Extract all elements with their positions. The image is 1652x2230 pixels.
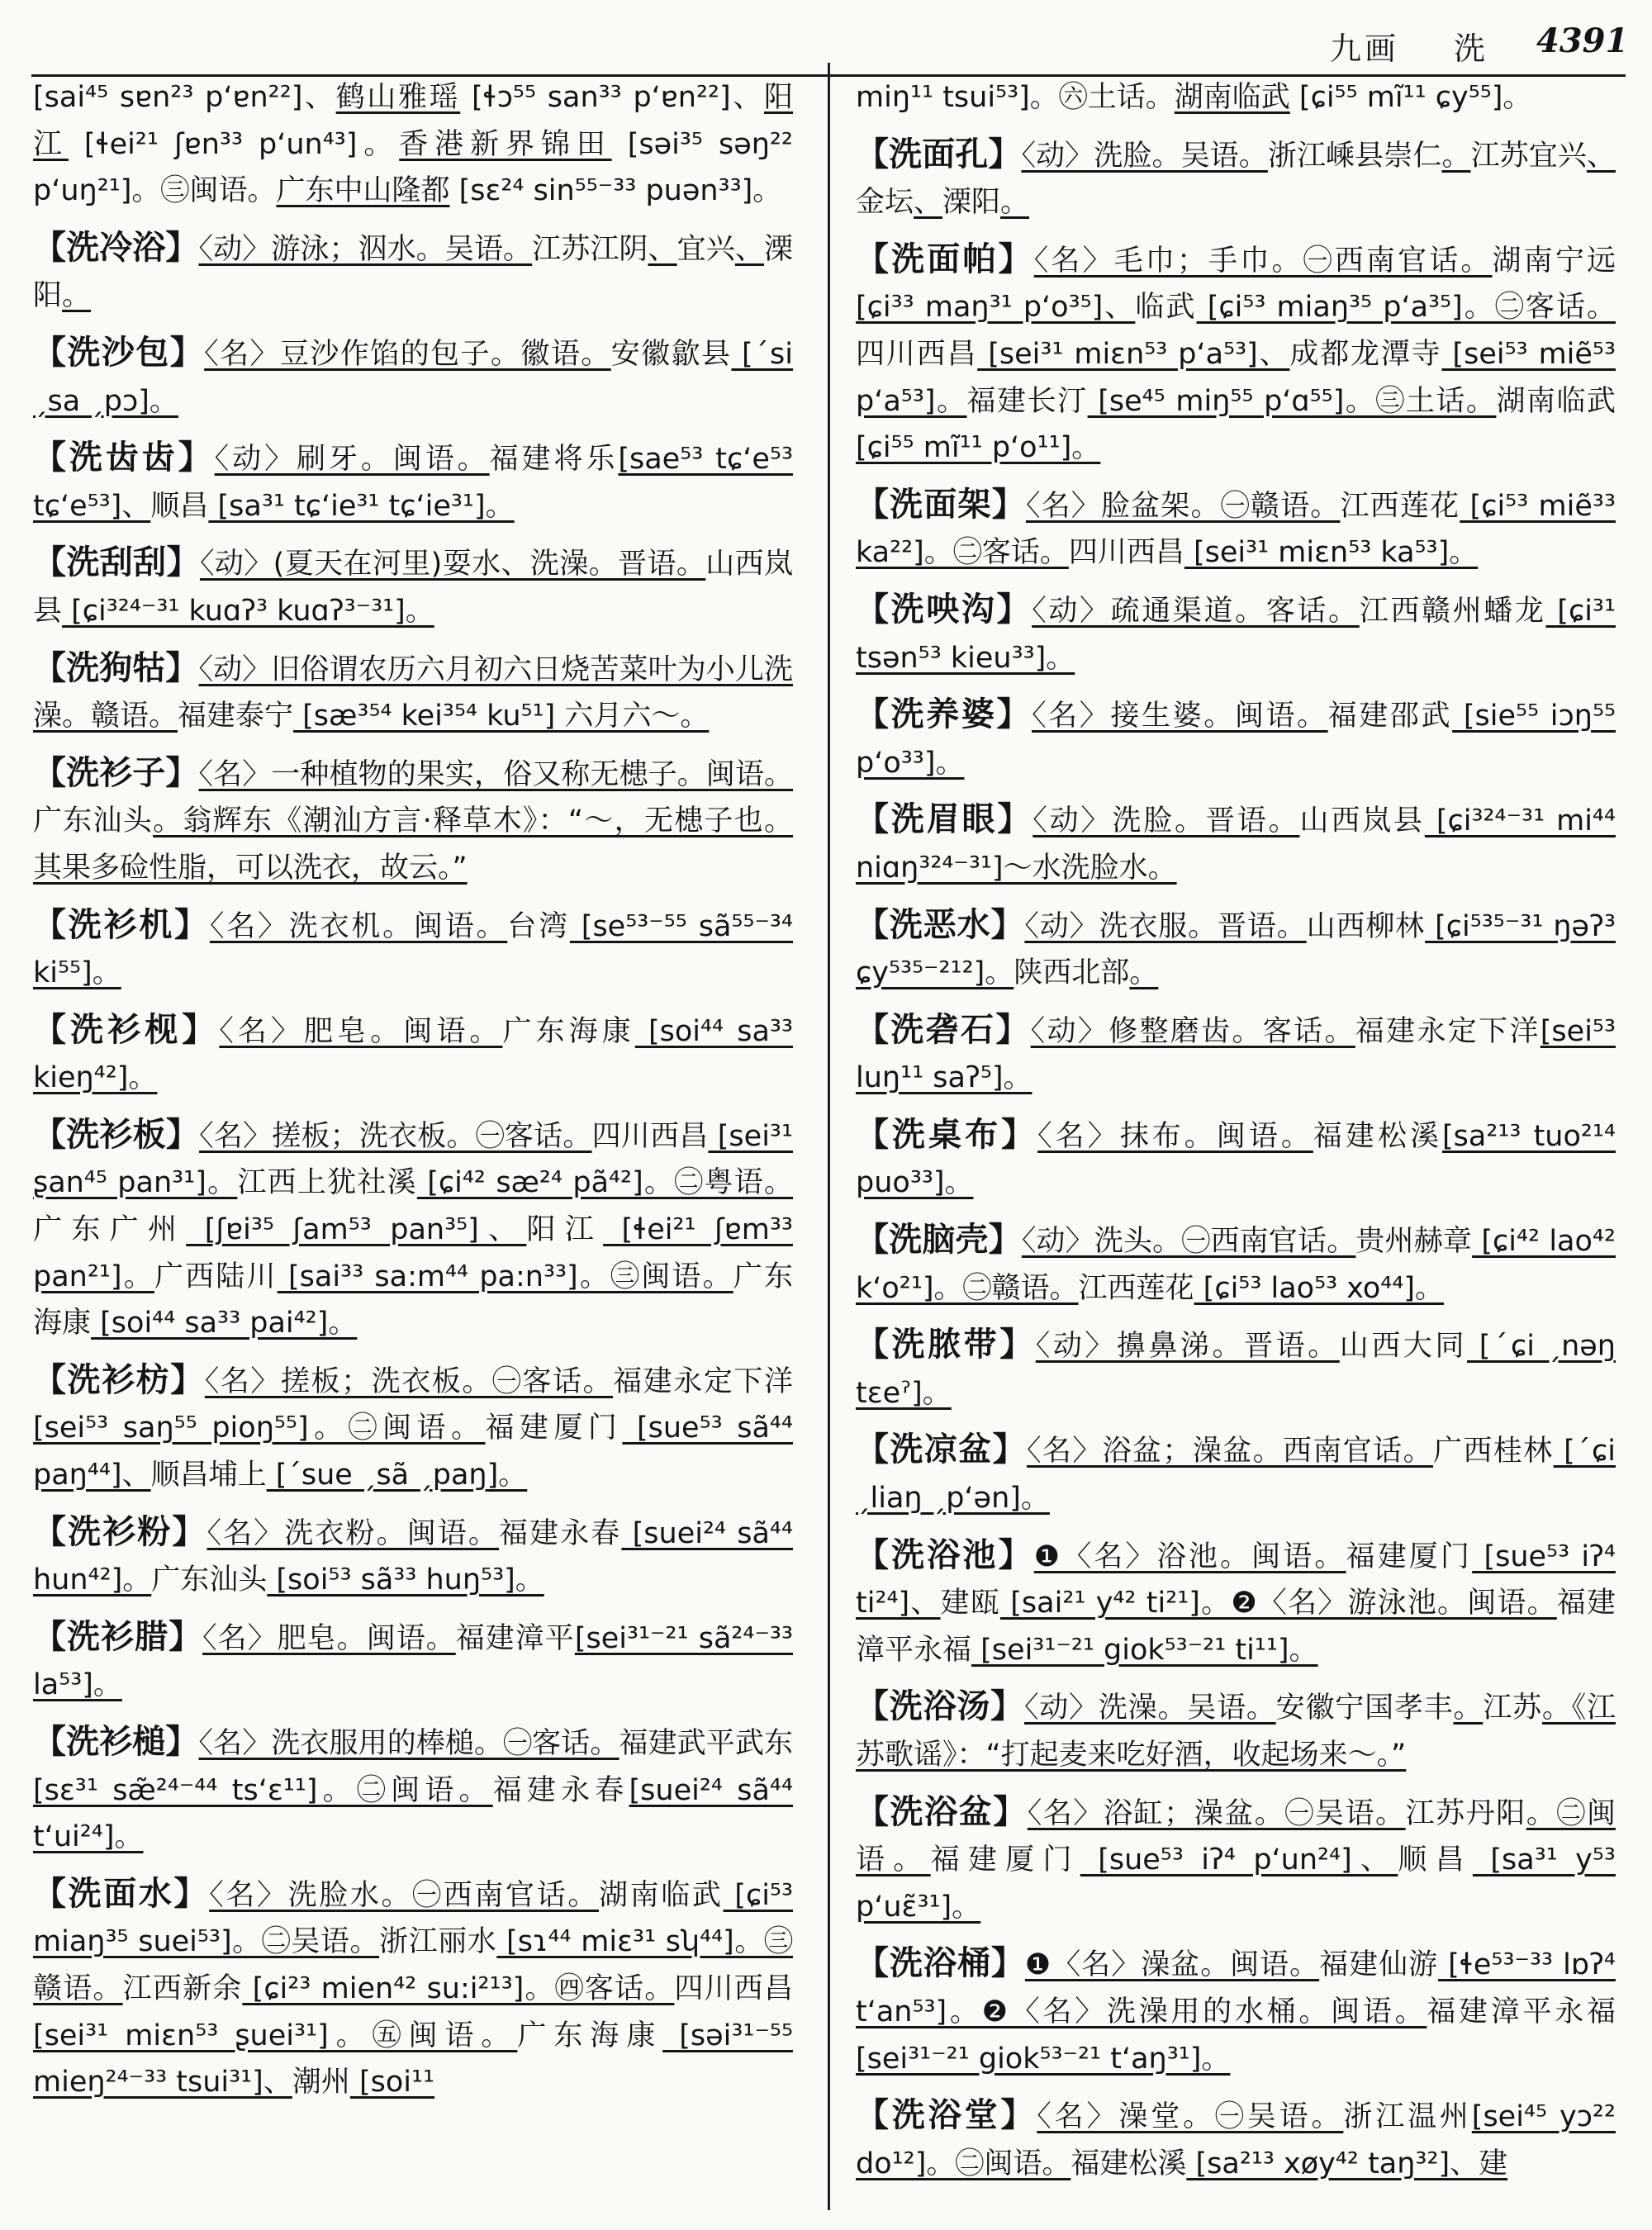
place-name: [ɕi³¹ tsən⁵³ kieu³³]。 <box>856 594 1616 675</box>
place-name: [sa³¹ tɕʻie³¹ tɕʻie³¹]。 <box>208 489 515 523</box>
headword: 【洗凉盆】 <box>856 1431 1027 1469</box>
dictionary-entry <box>33 1112 793 1347</box>
place-name: 〈名〉毛巾；手巾。㊀西南官话。 <box>1033 244 1493 278</box>
entry-text: 溧阳 <box>33 232 793 313</box>
entry-text: 福建厦门 <box>485 1412 623 1445</box>
entry-text: 福建永春 <box>492 1773 629 1807</box>
entry-text: 广东广州 <box>33 1213 187 1247</box>
headword: 【洗浴汤】 <box>856 1687 1024 1726</box>
place-name: ❶〈名〉浴池。闽语。 <box>1033 1540 1346 1573</box>
entry-text: 临武 <box>1135 291 1197 325</box>
entry-text: 广东海康 <box>33 1260 793 1340</box>
entry-text: 四川西昌 <box>856 337 978 371</box>
place-name: 〈名〉洗衣机。闽语。 <box>209 909 508 943</box>
entry-text: 江西新余 <box>122 1971 243 2005</box>
entry-text: 福建永定下洋 <box>613 1364 793 1398</box>
entry-text: 江西莲花 <box>1078 1271 1194 1305</box>
entry-text: 溧阳 <box>942 186 1001 220</box>
dictionary-entry <box>33 225 793 320</box>
place-name: 〈名〉脸盆架。㊀赣语。 <box>1025 489 1341 523</box>
entry-text: 福建永春 <box>499 1516 622 1550</box>
headword: 【洗浴桶】 <box>856 1944 1025 1983</box>
place-name: [ɬei²¹ ʃɐm³³ pan²¹]。 <box>33 1213 793 1293</box>
place-name: [se⁵³⁻⁵⁵ sã⁵⁵⁻³⁴ ki⁵⁵]。 <box>33 909 793 990</box>
place-name: 。《江苏歌谣》：“打起麦来吃好酒，收起场来～。” <box>856 1691 1616 1772</box>
place-name: 〈名〉澡堂。㊀吴语。 <box>1037 2100 1344 2134</box>
dictionary-entry <box>856 586 1616 681</box>
place-name: 〈动〉洗衣服。晋语。 <box>1024 909 1307 943</box>
dictionary-entry <box>856 1426 1616 1521</box>
place-name: [suei²⁴ sã⁴⁴ tʻui²⁴]。 <box>33 1773 793 1854</box>
place-name: 广东中山隆都 <box>276 174 450 208</box>
dictionary-entry <box>856 2092 1616 2187</box>
place-name: 、 <box>1586 139 1616 173</box>
entry-text: [ɬɔ⁵⁵ san³³ pʻɐn²²]、 <box>460 81 764 114</box>
entry-text: 福建泰宁 <box>178 700 294 733</box>
place-name: 、 <box>914 186 943 220</box>
place-name: 湖南临武 <box>1174 81 1290 114</box>
entry-text: 阳江 <box>526 1213 604 1247</box>
entry-text: 福建松溪 <box>1070 2147 1187 2180</box>
place-name: [sa²¹³ tuo²¹⁴ puo³³]。 <box>856 1119 1616 1200</box>
place-name: 〈名〉洗衣服用的棒槌。㊀客话。 <box>198 1727 620 1760</box>
place-name: [ɕi⁵³ miaŋ³⁵ suei⁵³]。㊁吴语。 <box>33 1878 793 1959</box>
place-name: [sei⁵³ saŋ⁵⁵ pioŋ⁵⁵]。㊁闽语。 <box>33 1412 486 1445</box>
place-name: 〈名〉接生婆。闽语。 <box>1032 700 1328 733</box>
place-name: [ɕi⁵⁵ mĩ¹¹ pʻo¹¹]。 <box>856 431 1101 465</box>
place-name: [ɕi⁵³ miaŋ³⁵ pʻa³⁵]。㊁客话。 <box>1196 291 1616 325</box>
dictionary-entry <box>856 1532 1616 1674</box>
entry-text: 顺昌 <box>1398 1843 1473 1877</box>
place-name: 〈名〉肥皂。闽语。 <box>219 1014 503 1048</box>
entry-text: 山西柳林 <box>1306 909 1426 943</box>
entry-text: 福建厦门 <box>1346 1540 1473 1573</box>
place-name: [sei³¹ miɛn⁵³ ʂuei³¹]。㊄闽语。 <box>33 2019 518 2052</box>
place-name: 。 <box>62 279 92 313</box>
place-name: [sei⁵³ luŋ¹¹ saʔ⁵]。 <box>856 1014 1616 1095</box>
page-header <box>0 18 1652 68</box>
headword: 【洗衫子】 <box>33 753 199 792</box>
place-name: 香港新界锦田 <box>399 127 612 161</box>
entry-text: 福建永定下洋 <box>1355 1014 1540 1048</box>
dictionary-entry <box>33 1614 793 1709</box>
entry-text: miŋ¹¹ tsui⁵³]。㊅土话。 <box>856 81 1175 114</box>
place-name: 〈名〉一种植物的果实，俗又称无槵子。闽语。 <box>198 757 793 791</box>
headword: 【洗衫板】 <box>33 1115 200 1154</box>
headword: 【洗面帕】 <box>856 240 1034 278</box>
dictionary-entry <box>856 131 1616 226</box>
entry-text: [ɬei²¹ ʃɐn³³ pʻun⁴³]。 <box>68 127 400 161</box>
place-name: 〈名〉肥皂。闽语。 <box>202 1621 456 1655</box>
place-name: [se⁴⁵ miŋ⁵⁵ pʻɑ⁵⁵]。㊂土话。 <box>1087 384 1497 418</box>
place-name: 〈动〉洗头。㊀西南官话。 <box>1021 1225 1356 1259</box>
place-name: [sa³¹ y⁵³ pʻuɛ̃³¹]。 <box>856 1843 1616 1924</box>
entry-text: 福建武平武东 <box>619 1727 793 1760</box>
dictionary-entry <box>856 236 1616 472</box>
place-name: 〈动〉擤鼻涕。晋语。 <box>1035 1330 1340 1364</box>
place-name: [sei³¹⁻²¹ giok⁵³⁻²¹ tʻaŋ³¹]。 <box>856 2042 1231 2076</box>
column-divider <box>828 63 830 2210</box>
entry-text: 江苏 <box>1483 1691 1542 1725</box>
entry-text: 福建厦门 <box>930 1843 1080 1877</box>
entry-text: 湖南临武 <box>1496 384 1616 418</box>
headword: 【洗养婆】 <box>856 695 1032 734</box>
place-name: [sae⁵³ tɕʻe⁵³ tɕʻe⁵³]、 <box>33 443 793 523</box>
place-name: 。翁辉东《潮汕方言·释草木》：“～，无槵子也。其果多硷性脂，可以洗衣，故云。” <box>33 804 793 885</box>
place-name: 、 <box>734 232 764 266</box>
entry-text: 成都龙潭寺 <box>1289 337 1442 371</box>
place-name: [soi¹¹ <box>349 2066 435 2100</box>
place-name: 〈动〉修整磨齿。客话。 <box>1030 1014 1355 1048</box>
headword: 【洗面孔】 <box>856 135 1022 173</box>
entry-text: 广东汕头 <box>33 804 154 838</box>
entry-text: 贵州赫章 <box>1355 1225 1473 1259</box>
headword: 【洗浴池】 <box>856 1535 1034 1574</box>
left-column <box>33 74 793 2116</box>
entry-text: [ɕi⁵⁵ mĩ¹¹ ɕy⁵⁵]。 <box>1289 81 1532 114</box>
dictionary-entry <box>856 1007 1616 1102</box>
place-name: [sai²¹ y⁴² ti²¹]。❷〈名〉游泳池。闽语。 <box>999 1587 1557 1620</box>
dictionary-entry <box>33 645 793 740</box>
place-name: 〈名〉洗衣粉。闽语。 <box>206 1516 499 1550</box>
place-name: [sei³¹⁻²¹ giok⁵³⁻²¹ ti¹¹]。 <box>971 1633 1318 1667</box>
place-name: 。 <box>1441 139 1471 173</box>
place-name: [sue⁵³ sã⁴⁴ paŋ⁴⁴]、 <box>33 1412 793 1492</box>
dictionary-entry <box>856 1321 1616 1416</box>
entry-text: 广西陆川 <box>154 1260 278 1293</box>
place-name: 〈名〉搓板；洗衣板。㊀客话。 <box>199 1119 592 1153</box>
headword: 【洗恶水】 <box>856 905 1025 944</box>
place-name: [ɕi³³ maŋ³¹ pʻo³⁵]、 <box>856 291 1136 325</box>
place-name: 〈动〉(夏天在河里)耍水、洗澡。晋语。 <box>199 548 706 581</box>
entry-text: 陕西北部 <box>1014 956 1130 990</box>
dictionary-entry <box>33 1871 793 2106</box>
headword: 【洗狗牯】 <box>33 648 199 687</box>
entry-text: 宜兴 <box>676 232 735 266</box>
entry-text: 广东海康 <box>502 1014 635 1048</box>
headword: 【洗砻石】 <box>856 1010 1031 1049</box>
headword: 【洗冷浴】 <box>33 228 199 267</box>
place-name: [ˊsue ˏsã ˏpaŋ]。 <box>266 1459 528 1492</box>
place-name: [sei⁴⁵ yɔ²² do¹²]。㊁闽语。 <box>856 2100 1616 2180</box>
place-name: [sɿ⁴⁴ miɛ³¹ sʮ⁴⁴]。㊂赣语。 <box>33 1925 793 2005</box>
header-section: 九画 <box>1330 31 1400 67</box>
place-name: [ɬe⁵³⁻³³ lɒʔ⁴ tʻan⁵³]。❷〈名〉洗澡用的水桶。闽语。 <box>856 1948 1616 2028</box>
entry-text: 江西莲花 <box>1340 489 1460 523</box>
place-name: 〈动〉疏通渠道。客话。 <box>1032 594 1360 628</box>
place-name: [ɕi²³ mien⁴² su:i²¹³]。㊃客话。 <box>242 1971 675 2005</box>
entry-text: 金坛 <box>856 186 914 220</box>
header-char: 洗 <box>1454 31 1486 67</box>
entry-text: 福建漳平 <box>455 1621 575 1655</box>
entry-text: 江西上犹社溪 <box>237 1166 417 1200</box>
dictionary-entry <box>856 1217 1616 1312</box>
entry-text: 四川西昌 <box>1068 536 1184 570</box>
dictionary-entry <box>856 74 1616 121</box>
place-name: [sa²¹³ xøy⁴² taŋ³²]、建 <box>1186 2147 1508 2180</box>
place-name: 〈名〉抹布。闽语。 <box>1037 1119 1313 1153</box>
entry-text: 浙江丽水 <box>379 1925 497 1959</box>
place-name: 。 <box>1000 186 1030 220</box>
entry-text: 江西赣州蟠龙 <box>1359 594 1546 628</box>
entry-text: 广西桂林 <box>1432 1435 1554 1468</box>
place-name: 〈名〉搓板；洗衣板。㊀客话。 <box>204 1364 614 1398</box>
entry-text: 顺昌埔上 <box>150 1459 267 1492</box>
headword: 【洗沙包】 <box>33 333 205 372</box>
headword: 【洗咉沟】 <box>856 590 1032 629</box>
place-name: 〈动〉刷牙。闽语。 <box>214 443 490 477</box>
entry-text: 江苏江阴 <box>532 232 648 266</box>
place-name: [sei³¹ miɛn⁵³ pʻa⁵³]、 <box>977 337 1290 371</box>
dictionary-entry <box>856 691 1616 786</box>
entry-text: 四川西昌 <box>591 1119 709 1153</box>
entry-text: 江苏丹阳 <box>1405 1796 1526 1830</box>
entry-text: 安徽宁国孝丰 <box>1275 1691 1454 1725</box>
headword: 【洗脑壳】 <box>856 1221 1022 1260</box>
entry-text: 潮州 <box>292 2066 350 2100</box>
headword: 【洗脓带】 <box>856 1326 1036 1364</box>
headword: 【洗面水】 <box>33 1874 210 1913</box>
dictionary-entry <box>856 1112 1616 1207</box>
dictionary-entry <box>33 74 793 215</box>
headword: 【洗衫枋】 <box>33 1360 205 1399</box>
place-name: [ɕi⁴² sæ²⁴ pã⁴²]。㊁粤语。 <box>416 1166 793 1200</box>
place-name: ❶〈名〉澡盆。闽语。 <box>1024 1948 1320 1982</box>
dictionary-entry <box>33 1719 793 1861</box>
place-name: [sie⁵⁵ iɔŋ⁵⁵ pʻo³³]。 <box>856 700 1616 780</box>
headword: 【洗桌布】 <box>856 1115 1038 1154</box>
place-name: 、 <box>648 232 677 266</box>
place-name: [ɕi³²⁴⁻³¹ mi⁴⁴ niɑŋ³²⁴⁻³¹]～水洗脸水。 <box>856 804 1616 885</box>
entry-text: 浙江温州 <box>1343 2100 1472 2134</box>
headword: 【洗衫粉】 <box>33 1512 207 1551</box>
place-name: [soi⁴⁴ sa³³ pai⁴²]。 <box>91 1307 358 1340</box>
place-name: [sei³¹⁻²¹ sã²⁴⁻³³ la⁵³]。 <box>33 1621 793 1702</box>
headword: 【洗浴堂】 <box>856 2096 1037 2135</box>
headword: 【洗衫枧】 <box>33 1010 220 1049</box>
headword: 【洗齿齿】 <box>33 439 215 477</box>
headword: 【洗衫槌】 <box>33 1723 199 1761</box>
dictionary-entry <box>856 1683 1616 1778</box>
place-name: 〈动〉洗澡。吴语。 <box>1023 1691 1276 1725</box>
place-name: 。㊁闽语。 <box>856 1796 1616 1877</box>
place-name: 〈动〉游泳；泅水。吴语。 <box>198 232 533 266</box>
place-name: 〈名〉豆沙作馅的包子。徽语。 <box>204 337 611 371</box>
headword: 【洗衫腊】 <box>33 1617 203 1656</box>
headword: 【洗浴盆】 <box>856 1792 1028 1831</box>
entry-text: 福建长汀 <box>966 384 1088 418</box>
place-name: 〈动〉洗脸。吴语。 <box>1021 139 1268 173</box>
dictionary-entry <box>33 330 793 425</box>
place-name: 。 <box>1453 1691 1483 1725</box>
dictionary-entry <box>856 1940 1616 2082</box>
place-name: [sei³¹ ʂan⁴⁵ pan³¹]。 <box>33 1119 793 1200</box>
place-name: [səi³¹⁻⁵⁵ mieŋ²⁴⁻³³ tsui³¹]、 <box>33 2019 793 2100</box>
entry-text: 福建邵武 <box>1327 700 1453 733</box>
entry-text: 台湾 <box>507 909 570 943</box>
entry-text: 浙江嵊县崇仁 <box>1267 139 1442 173</box>
place-name: [ˊɕi ˏliaŋ ˏpʻən]。 <box>856 1435 1616 1516</box>
entry-text: 山西岚县 <box>33 548 794 628</box>
entry-text: 福建松溪 <box>1313 1119 1442 1153</box>
entry-text: 湖南宁远 <box>1492 244 1616 278</box>
place-name: [sei⁵³ miẽ⁵³ pʻa⁵³]。 <box>856 337 1616 418</box>
place-name: 。 <box>1129 956 1159 990</box>
entry-text: 山西岚县 <box>1299 804 1425 838</box>
place-name: 〈名〉浴缸；澡盆。㊀吴语。 <box>1027 1796 1406 1830</box>
entry-text: 福建将乐 <box>489 443 619 477</box>
place-name: 〈动〉旧俗谓农历六月初六日烧苦菜叶为小儿洗澡。赣语。 <box>33 652 793 733</box>
place-name: [sai³³ sa:m⁴⁴ pa:n³³]。㊂闽语。 <box>277 1260 733 1293</box>
place-name: [ɕi⁵³ miẽ³³ ka²²]。㊁客话。 <box>856 489 1616 570</box>
place-name: [soi⁴⁴ sa³³ kieŋ⁴²]。 <box>33 1014 793 1095</box>
dictionary-entry <box>33 1509 793 1604</box>
place-name: [sei³¹ miɛn⁵³ ka⁵³]。 <box>1184 536 1479 570</box>
place-name: [sɛ³¹ sæ̃²⁴⁻⁴⁴ tsʻɛ¹¹]。㊁闽语。 <box>33 1773 493 1807</box>
dictionary-entry <box>856 482 1616 576</box>
place-name: 阳江 <box>33 81 793 161</box>
place-name: 〈名〉浴盆；澡盆。西南官话。 <box>1026 1435 1433 1468</box>
place-name: [ɕi³²⁴⁻³¹ kuɑʔ³ kuɑʔ³⁻³¹]。 <box>62 594 434 628</box>
entry-text: 四川西昌 <box>674 1971 793 2005</box>
dictionary-entry <box>856 1789 1616 1931</box>
dictionary-entry <box>33 539 793 634</box>
entry-text: 广东汕头 <box>151 1563 268 1597</box>
entry-text: 安徽歙县 <box>610 337 732 371</box>
entry-text: 福建仙游 <box>1319 1948 1439 1982</box>
dictionary-entry <box>33 1357 793 1499</box>
place-name: 〈名〉洗脸水。㊀西南官话。 <box>209 1878 599 1912</box>
place-name: [ˊsi ˏsa ˏpɔ]。 <box>33 337 793 418</box>
entry-text: 广东海康 <box>517 2019 663 2052</box>
place-name: [ˊɕi ˏnəŋ tɛeˀ]。 <box>856 1330 1616 1410</box>
place-name: [ʃɐi³⁵ ʃam⁵³ pan³⁵]、 <box>186 1213 527 1247</box>
entry-text: 江苏宜兴 <box>1470 139 1587 173</box>
place-name: [sue⁵³ iʔ⁴ ti²⁴]、 <box>856 1540 1616 1620</box>
place-name: 鹤山雅瑶 <box>335 81 461 114</box>
entry-text: 建瓯 <box>940 1587 1000 1620</box>
place-name: [ɕi⁵³⁵⁻³¹ ŋəʔ³ ɕy⁵³⁵⁻²¹²]。 <box>856 909 1616 990</box>
entry-text: [səi³⁵ səŋ²² pʻuŋ²¹]。㊂闽语。 <box>33 127 793 208</box>
place-name: 〈动〉洗脸。晋语。 <box>1032 804 1300 838</box>
place-name: [suei²⁴ sã⁴⁴ hun⁴²]。 <box>33 1516 793 1597</box>
entry-text: 顺昌 <box>150 489 209 523</box>
dictionary-entry <box>33 902 793 997</box>
headword: 【洗刮刮】 <box>33 543 200 582</box>
headword: 【洗衫机】 <box>33 905 210 944</box>
entry-text: 福建漳平永福 <box>1427 1995 1616 2028</box>
headword: 【洗眉眼】 <box>856 800 1033 839</box>
dictionary-entry <box>856 902 1616 997</box>
page-number: 4391 <box>1536 21 1629 60</box>
entry-text: [sai⁴⁵ sɐn²³ pʻɐn²²]、 <box>33 81 336 114</box>
place-name: [sæ³⁵⁴ kei³⁵⁴ ku⁵¹] 六月六～。 <box>293 700 710 733</box>
place-name: [soi⁵³ sã³³ huŋ⁵³]。 <box>267 1563 544 1597</box>
right-column <box>856 74 1616 2197</box>
entry-text: 山西大同 <box>1339 1330 1468 1364</box>
entry-text: [sɛ²⁴ sin⁵⁵⁻³³ puən³³]。 <box>449 174 782 208</box>
place-name: [ɕi⁴² lao⁴² kʻo²¹]。㊁赣语。 <box>856 1225 1616 1305</box>
place-name: [sue⁵³ iʔ⁴ pʻun²⁴]、 <box>1080 1843 1398 1877</box>
dictionary-entry <box>33 1007 793 1102</box>
place-name: [ɕi⁵³ lao⁵³ xo⁴⁴]。 <box>1194 1271 1445 1305</box>
headword: 【洗面架】 <box>856 485 1026 524</box>
entry-text: 福建漳平永福 <box>856 1587 1616 1667</box>
dictionary-entry <box>856 796 1616 891</box>
entry-text: 湖南临武 <box>598 1878 724 1912</box>
dictionary-entry <box>33 434 793 529</box>
dictionary-entry <box>33 750 793 892</box>
